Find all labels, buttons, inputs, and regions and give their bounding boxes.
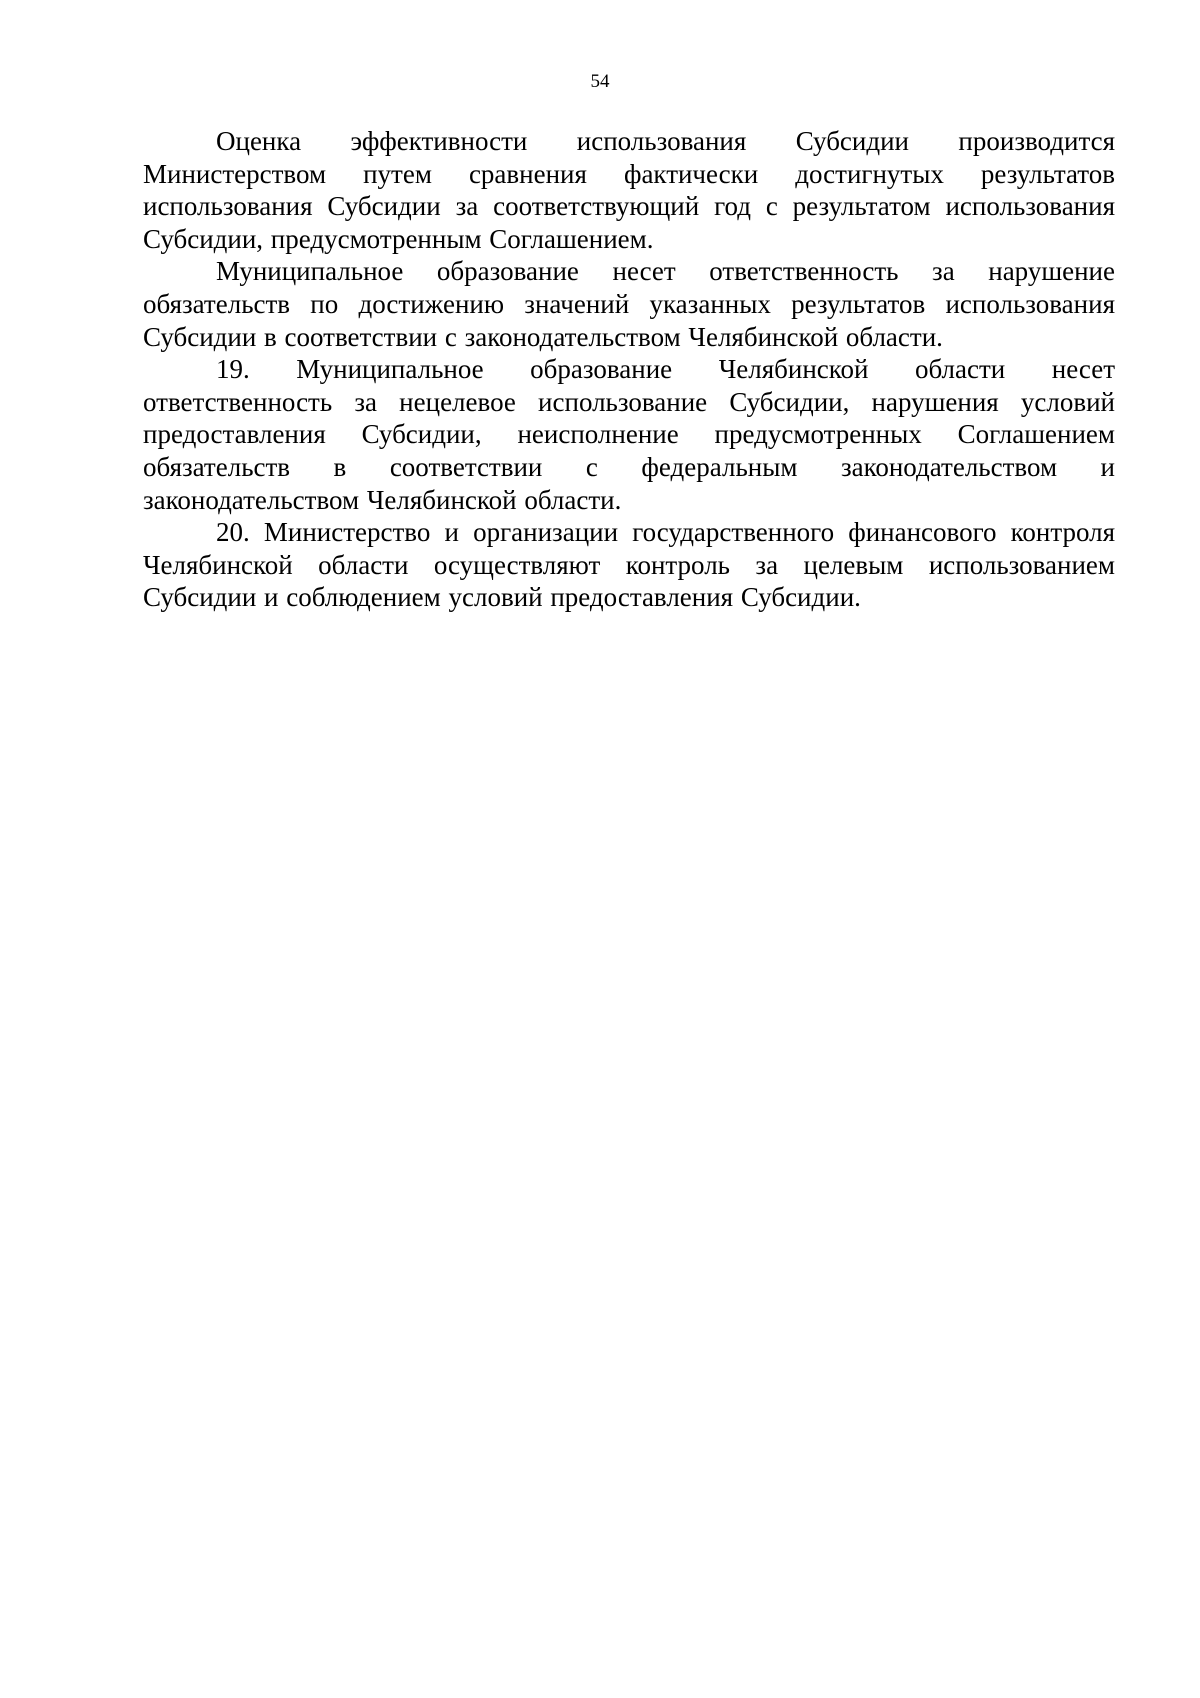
paragraph-item-20: 20. Министерство и организации государственного финансового контроля Челябинской области осуществляют контроль за целевым использованием Субсидии и соблюдением условий предоставления Субсидии. xyxy=(143,517,1115,613)
page-number: 54 xyxy=(590,71,610,92)
paragraph-efficiency-assessment: Оценка эффективности использования Субсидии производится Министерством путем сравнения фактически достигнутых результатов использования Субсидии за соответствующий год с результатом использования Субсидии, предусмотренным Соглашением. xyxy=(143,126,1115,254)
document-body xyxy=(143,125,1115,614)
paragraph-item-19: 19. Муниципальное образование Челябинской области несет ответственность за нецелевое использование Субсидии, нарушения условий предоставления Субсидии, неисполнение предусмотренных Соглашением обязательств в соответствии с федеральным законодательством и законодательством Челябинской области. xyxy=(143,354,1115,515)
paragraph-municipal-responsibility: Муниципальное образование несет ответственность за нарушение обязательств по достижению значений указанных результатов использования Субсидии в соответствии с законодательством Челябинской области. xyxy=(143,256,1115,352)
